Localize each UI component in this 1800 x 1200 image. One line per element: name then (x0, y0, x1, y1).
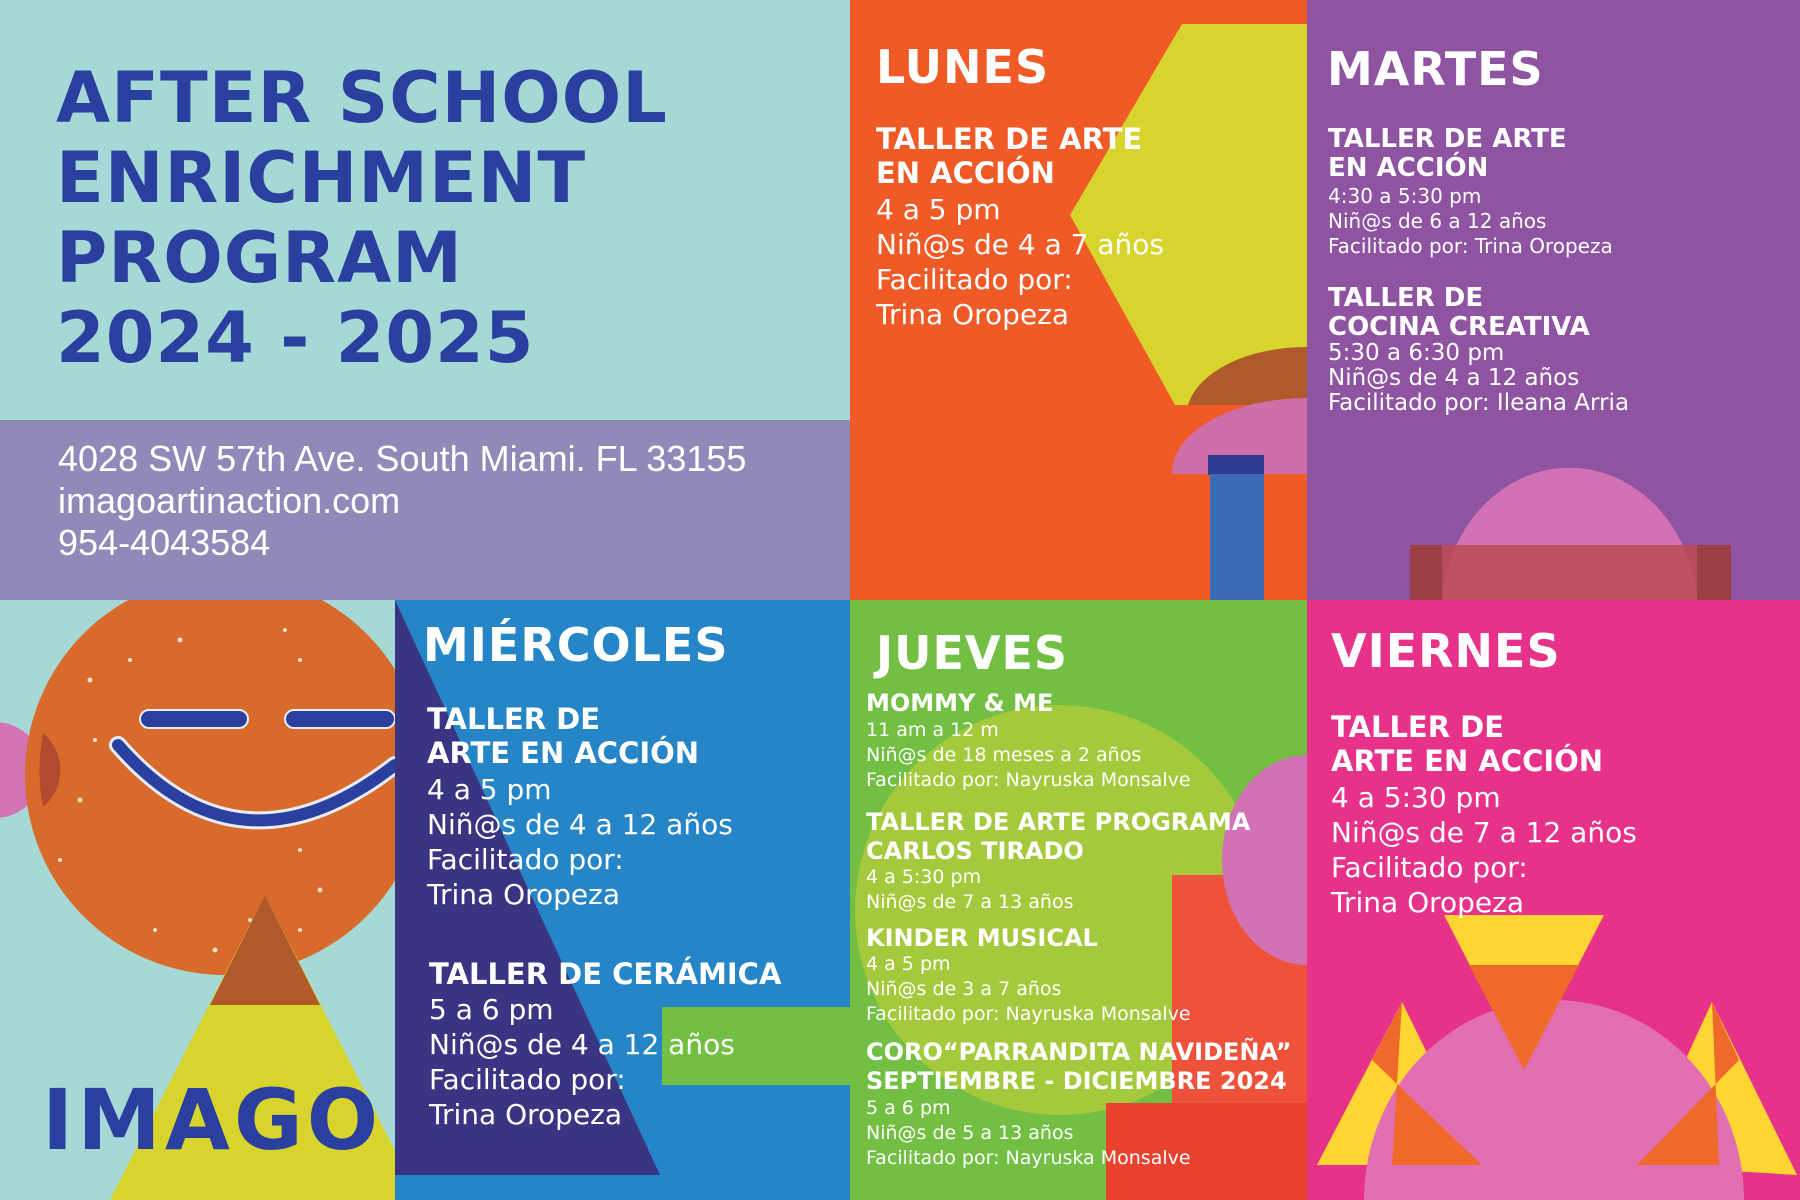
class-facilitator: Facilitado por: Nayruska Monsalve (866, 1003, 1191, 1025)
class-title-line: ARTE EN ACCIÓN (427, 736, 700, 770)
class-title-line: CORO“PARRANDITA NAVIDEÑA” (866, 1038, 1292, 1066)
class-facilitator: Facilitado por: (427, 843, 624, 876)
day-title-martes: MARTES (1327, 42, 1544, 96)
class-facilitator: Facilitado por: Trina Oropeza (1328, 234, 1613, 258)
title-line: AFTER SCHOOL (56, 57, 668, 139)
class-facilitator: Facilitado por: (876, 263, 1073, 296)
class-facilitator-name: Trina Oropeza (427, 878, 621, 911)
day-title-miercoles: MIÉRCOLES (423, 618, 729, 672)
yellow-hexagon (1070, 24, 1307, 405)
class-facilitator: Facilitado por: (1331, 851, 1528, 884)
class-title-line: EN ACCIÓN (876, 156, 1055, 190)
class-title: MOMMY & ME (866, 689, 1054, 717)
class-ages: Niñ@s de 4 a 12 años (427, 808, 733, 841)
class-title-line: EN ACCIÓN (1328, 153, 1489, 183)
logo-panel (0, 600, 395, 1200)
class-title-line: COCINA CREATIVA (1328, 312, 1590, 342)
class-title-line: TALLER DE ARTE PROGRAMA (866, 808, 1251, 836)
class-time: 4 a 5 pm (427, 773, 552, 806)
day-title-viernes: VIERNES (1331, 624, 1561, 678)
class-ages: Niñ@s de 6 a 12 años (1328, 209, 1547, 233)
orange-face-circle (25, 600, 395, 975)
blue-post-top (1208, 455, 1264, 475)
viernes-panel (1307, 600, 1800, 1200)
class-title-line: CARLOS TIRADO (866, 837, 1084, 865)
maroon-block-right (1697, 545, 1731, 600)
red-overlap (1442, 545, 1697, 600)
class-time: 5 a 6 pm (866, 1097, 951, 1119)
class-title-line: TALLER DE (427, 702, 601, 736)
class-ages: Niñ@s de 7 a 13 años (866, 891, 1074, 913)
class-title-line: TALLER DE (1331, 710, 1505, 744)
class-title-line: ARTE EN ACCIÓN (1331, 744, 1604, 778)
pink-half-circle (1364, 1000, 1744, 1200)
class-facilitator-name: Trina Oropeza (1331, 886, 1525, 919)
class-ages: Niñ@s de 4 a 12 años (429, 1028, 735, 1061)
class-title: TALLER DE CERÁMICA (429, 957, 782, 991)
title-line: 2024 - 2025 (56, 297, 535, 379)
class-time: 4 a 5:30 pm (866, 866, 982, 888)
class-title-line: TALLER DE ARTE (1328, 124, 1567, 154)
website-link[interactable]: imagoartinaction.com (58, 480, 401, 521)
class-time: 5 a 6 pm (429, 993, 554, 1026)
day-title-lunes: LUNES (876, 40, 1050, 94)
class-facilitator: Facilitado por: (429, 1063, 626, 1096)
class-ages: Niñ@s de 4 a 7 años (876, 228, 1164, 261)
class-ages: Niñ@s de 3 a 7 años (866, 978, 1062, 1000)
imago-logo: IMAGO (42, 1071, 383, 1169)
title-line: PROGRAM (56, 217, 463, 299)
class-facilitator-name: Trina Oropeza (876, 298, 1070, 331)
phone-number: 954-4043584 (58, 522, 271, 563)
class-title-line: TALLER DE (1328, 283, 1484, 313)
class-facilitator: Facilitado por: Nayruska Monsalve (866, 769, 1191, 791)
page-title (56, 58, 668, 378)
class-time: 4:30 a 5:30 pm (1328, 184, 1482, 208)
class-title-line: SEPTIEMBRE - DICIEMBRE 2024 (866, 1067, 1287, 1095)
left-eye (140, 710, 248, 728)
contact-panel (0, 420, 850, 600)
class-title-line: TALLER DE ARTE (876, 122, 1143, 156)
class-facilitator: Facilitado por: Ileana Arria (1328, 390, 1630, 416)
class-ages: Niñ@s de 5 a 13 años (866, 1122, 1074, 1144)
address: 4028 SW 57th Ave. South Miami. FL 33155 (58, 438, 747, 479)
miercoles-panel (395, 600, 850, 1200)
class-time: 4 a 5:30 pm (1331, 781, 1501, 814)
class-facilitator: Facilitado por: Nayruska Monsalve (866, 1147, 1191, 1169)
right-eye (285, 710, 395, 728)
lunes-panel (850, 0, 1307, 600)
header-panel (0, 0, 850, 420)
class-time: 11 am a 12 m (866, 719, 999, 741)
class-title: KINDER MUSICAL (866, 924, 1098, 952)
class-time: 4 a 5 pm (866, 953, 951, 975)
class-ages: Niñ@s de 7 a 12 años (1331, 816, 1637, 849)
maroon-block-left (1410, 545, 1442, 600)
class-ages: Niñ@s de 4 a 12 años (1328, 365, 1580, 391)
title-line: ENRICHMENT (56, 137, 587, 219)
jueves-panel (850, 600, 1307, 1200)
class-ages: Niñ@s de 18 meses a 2 años (866, 744, 1142, 766)
day-title-jueves: JUEVES (876, 626, 1069, 680)
martes-panel (1307, 0, 1800, 600)
blue-post (1210, 474, 1264, 600)
class-facilitator-name: Trina Oropeza (429, 1098, 623, 1131)
class-time: 5:30 a 6:30 pm (1328, 340, 1505, 366)
class-time: 4 a 5 pm (876, 193, 1001, 226)
